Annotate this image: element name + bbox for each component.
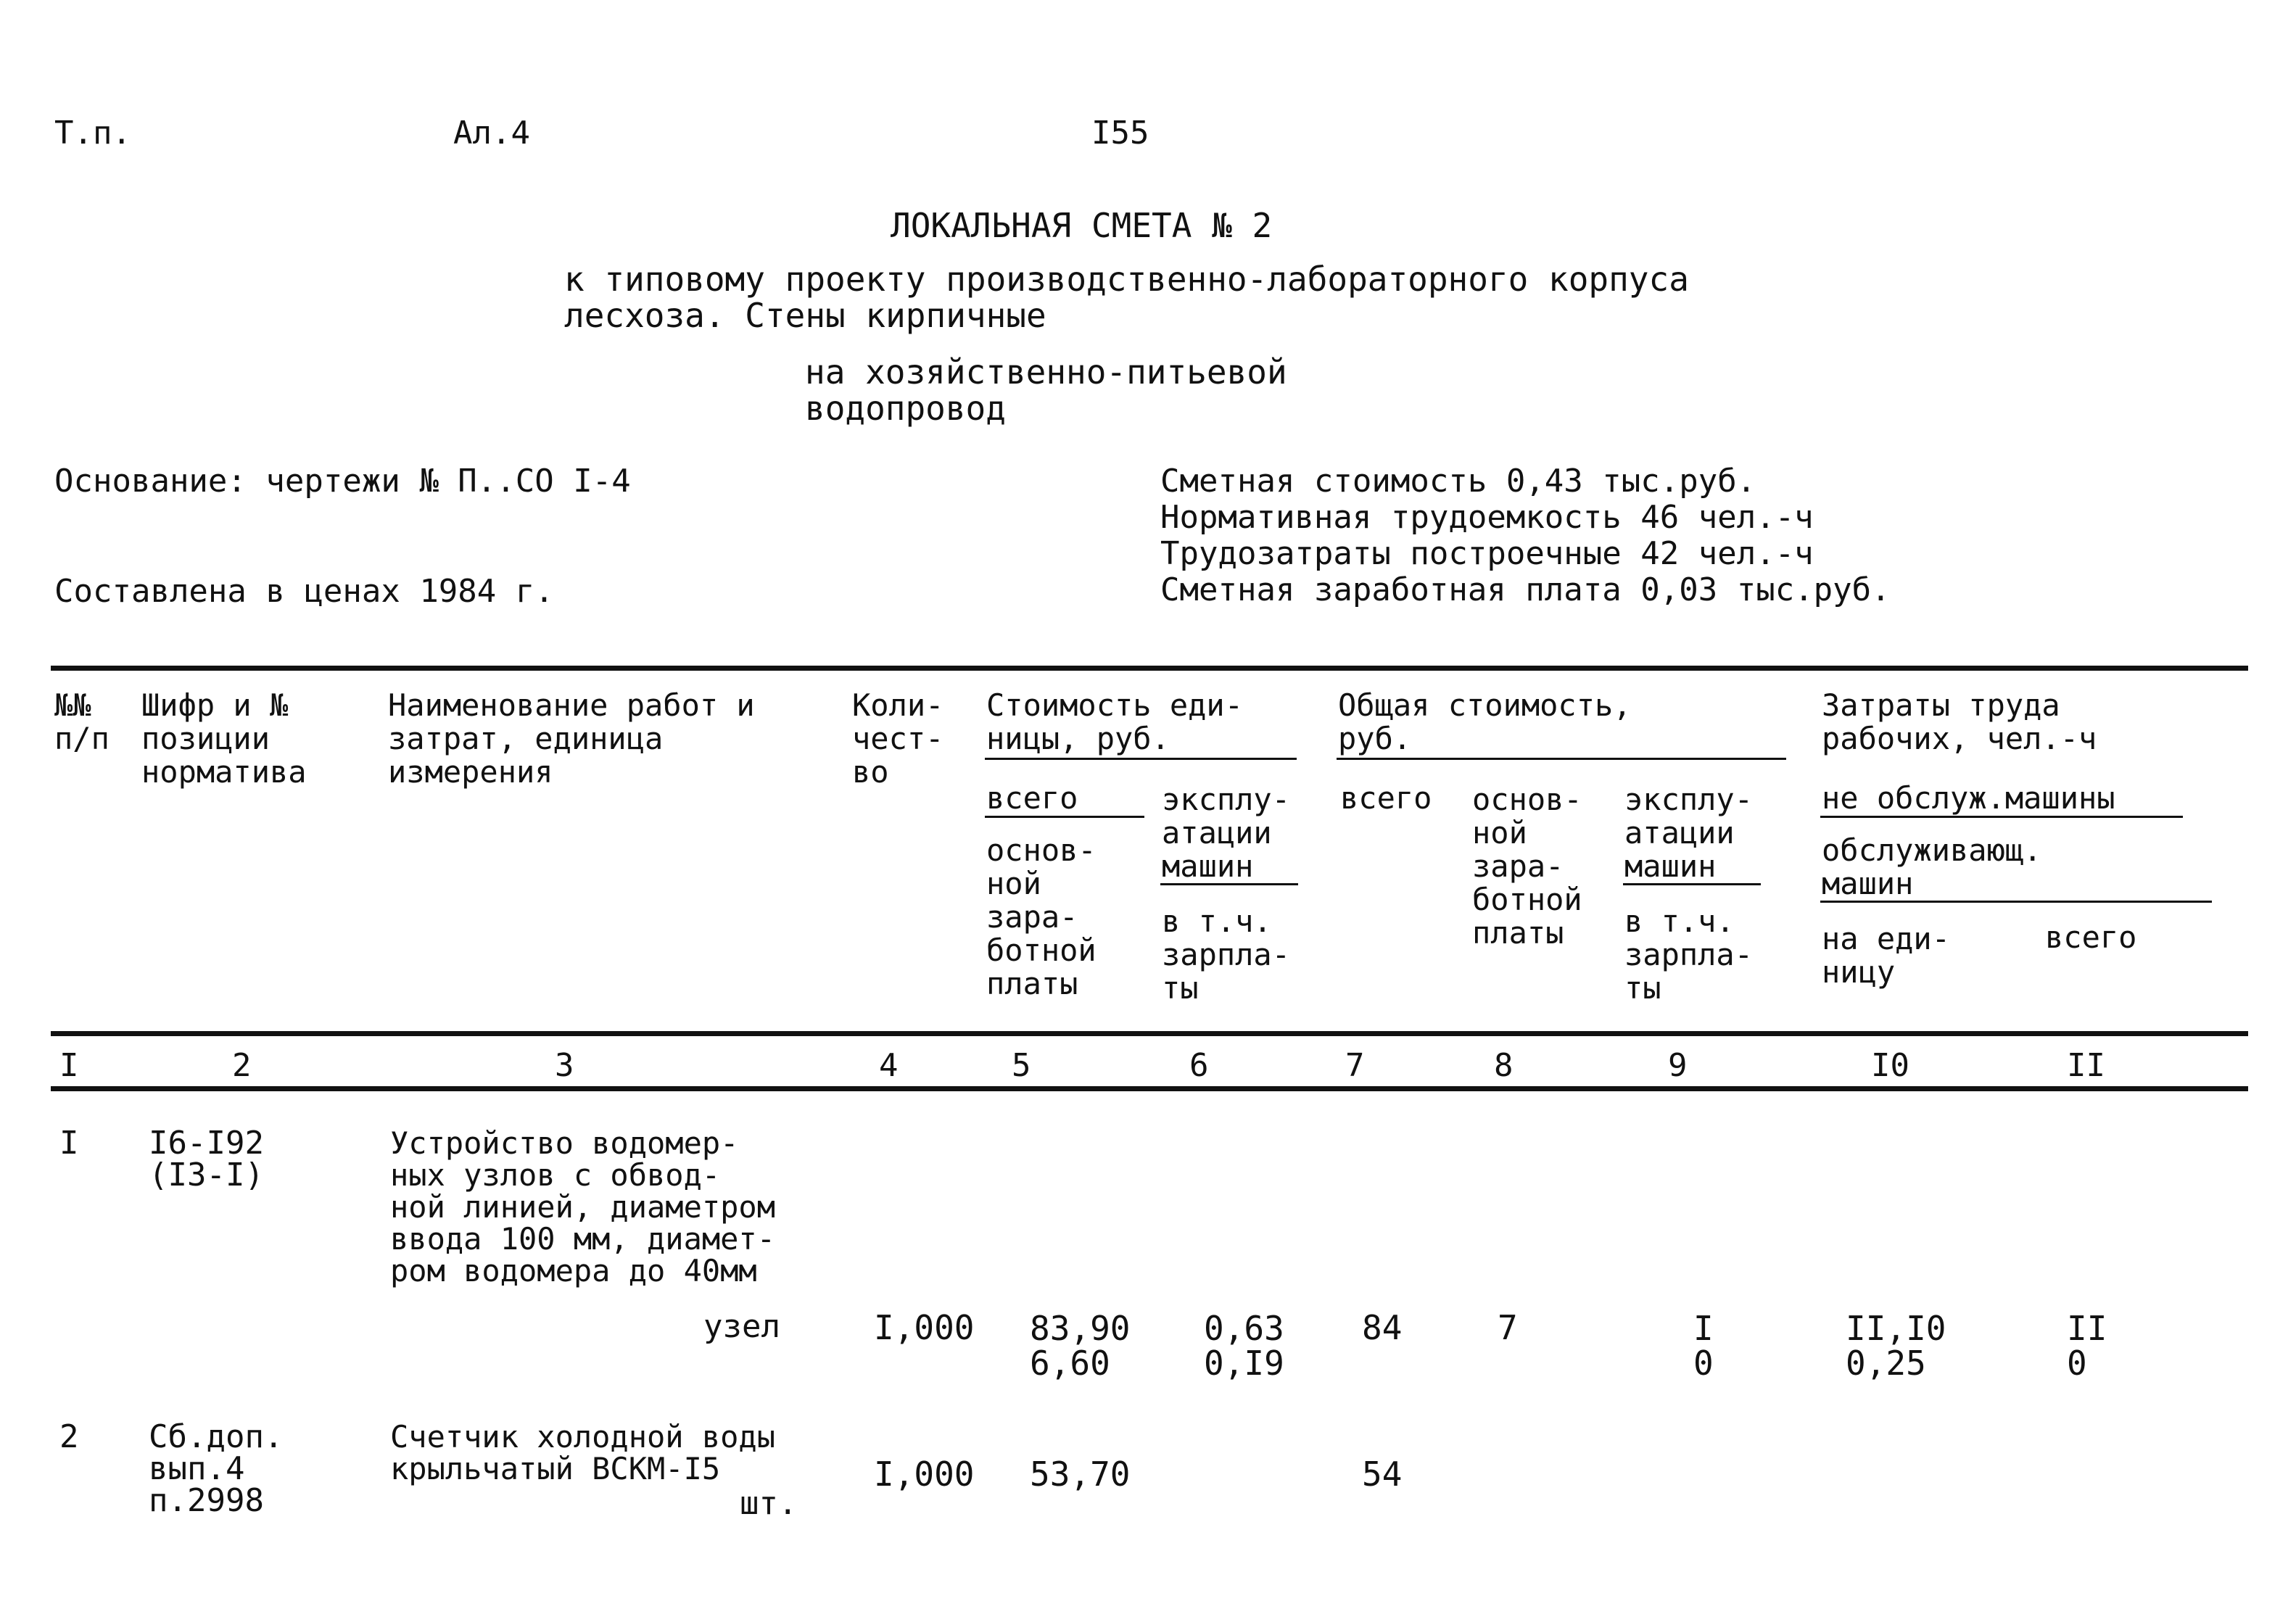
row-unit-machines: 0,63 0,I9 [1204,1309,1284,1383]
total-machines-underline [1623,883,1761,885]
column-number: 7 [1345,1047,1365,1084]
document-title: ЛОКАЛЬНАЯ СМЕТА № 2 [891,206,1273,245]
header-row-number: №№ п/п [54,687,110,756]
header-total-wages: основ- ной зара- ботной платы [1472,782,1582,951]
row-unit-cost: 53,70 [1030,1455,1131,1494]
header-unit-cost: Стоимость еди- ницы, руб. [986,687,1244,756]
labor-not-serving-underline [1820,816,2183,818]
header-labor-total: всего [2045,919,2137,955]
row-norm-code: Сб.доп. вып.4 п.2998 [149,1418,284,1519]
basis-prices: Составлена в ценах 1984 г. [54,573,554,610]
object-name-line2: водопровод [805,389,1006,428]
page-header-left: Т.п. [54,115,131,152]
unit-cost-underline [985,758,1297,760]
row-unit-cost: 83,90 6,60 [1030,1309,1131,1383]
table-top-rule [51,666,2248,671]
header-total-all: всего [1340,780,1432,816]
header-labor: Затраты труда рабочих, чел.-ч [1822,687,2097,756]
column-number: I0 [1871,1047,1909,1084]
header-unit-wages: основ- ной зара- ботной платы [986,832,1097,1001]
row-labor-total: II 0 [2067,1309,2107,1383]
column-number: 8 [1494,1047,1514,1084]
header-work-name: Наименование работ и затрат, единица измерения [388,687,755,790]
column-number: 4 [879,1047,899,1084]
unit-total-underline [985,816,1144,818]
row-norm-code: I6-I92 (I3-I) [149,1125,264,1193]
row-unit: узел [703,1308,780,1345]
column-number: II [2067,1047,2105,1084]
row-quantity: I,000 [874,1308,975,1347]
summary-estimated-wages: Сметная заработная плата 0,03 тыс.руб. [1160,571,1891,608]
column-number: 3 [555,1047,574,1084]
total-cost-underline [1337,758,1786,760]
header-total-cost: Общая стоимость, руб. [1338,687,1632,756]
row-number: 2 [59,1418,79,1455]
summary-construction-labor: Трудозатраты построечные 42 чел.-ч [1160,535,1814,572]
header-labor-serving: обслуживающ. машин [1822,832,2042,901]
row-total-cost: 54 [1362,1455,1403,1494]
column-number: 6 [1189,1047,1209,1084]
column-number: 9 [1668,1047,1688,1084]
row-work-name: Устройство водомер- ных узлов с обвод- ной линией, диаметром ввода 100 мм, диамет- ром водомера до 40мм [390,1125,776,1288]
row-number: I [59,1125,79,1162]
summary-estimated-cost: Сметная стоимость 0,43 тыс.руб. [1160,463,1756,500]
header-total-machine-wages: в т.ч. зарпла- ты [1624,903,1754,1006]
document-subtitle-line2: лесхоза. Стены кирпичные [564,296,1046,335]
document-subtitle-line1: к типовому проекту производственно-лабораторного корпуса [564,260,1689,299]
header-labor-per-unit: на еди- ницу [1822,921,1951,990]
labor-serving-underline [1820,901,2212,903]
header-total-machines: эксплу- атации машин [1624,782,1754,884]
row-work-name: Счетчик холодной воды крыльчатый ВСКМ-I5 [390,1419,776,1486]
header-labor-not-serving: не обслуж.машины [1822,780,2115,816]
row-total-wages: 7 [1498,1308,1518,1347]
page-number: I55 [1091,115,1149,152]
header-norm-code: Шифр и № позиции норматива [141,687,307,790]
column-number: 5 [1012,1047,1031,1084]
column-numbers-rule [51,1086,2248,1091]
basis-drawings: Основание: чертежи № П..СО I-4 [54,463,631,500]
unit-machines-underline [1160,883,1298,885]
header-bottom-rule [51,1031,2248,1036]
object-name-line1: на хозяйственно-питьевой [805,352,1287,392]
row-quantity: I,000 [874,1455,975,1494]
header-unit-machines: эксплу- атации машин [1162,782,1291,884]
summary-normative-labor: Нормативная трудоемкость 46 чел.-ч [1160,499,1814,536]
header-unit-total: всего [986,780,1078,816]
row-labor-per-unit: II,I0 0,25 [1846,1309,1946,1383]
row-unit: шт. [740,1485,798,1522]
row-total-cost: 84 [1362,1308,1403,1347]
header-quantity: Коли- чест- во [852,687,944,790]
album-number: Ал.4 [453,115,530,152]
header-unit-machine-wages: в т.ч. зарпла- ты [1162,903,1291,1006]
column-number: 2 [232,1047,252,1084]
column-number: I [59,1047,79,1084]
row-total-machines: I 0 [1693,1309,1714,1383]
